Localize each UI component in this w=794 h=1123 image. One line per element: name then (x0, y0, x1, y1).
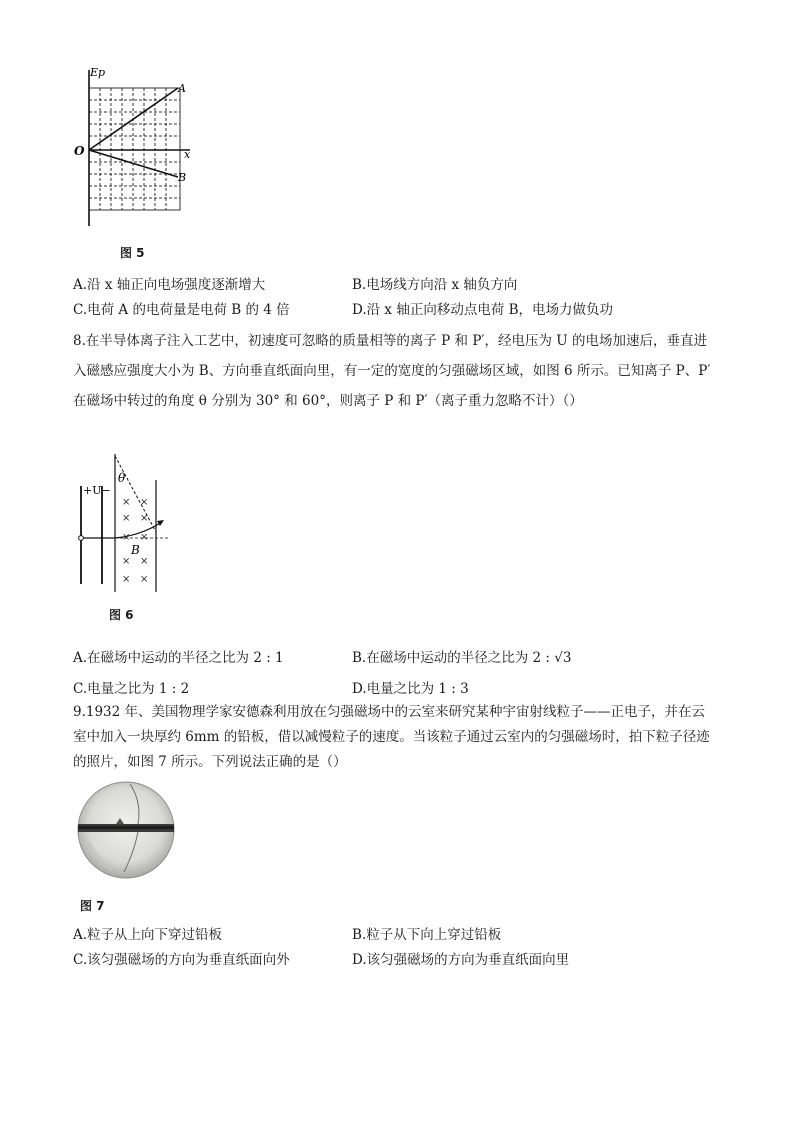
svg-text:×: × (122, 574, 131, 585)
label-b: B (178, 171, 187, 184)
svg-text:×: × (140, 532, 149, 543)
svg-text:×: × (122, 556, 131, 567)
figure-7-caption: 图 7 (80, 899, 105, 913)
angle-label: θ (118, 471, 126, 485)
figure-5-caption: 图 5 (120, 246, 145, 260)
q9-option-a: A.粒子从上向下穿过铅板 (73, 927, 223, 943)
q8-stem (73, 326, 773, 416)
q8-line-2: 入磁感应强度大小为 B、方向垂直纸面向里，有一定的宽度的匀强磁场区域，如图 6 所示。已知离子 P、P′ (73, 363, 711, 379)
svg-text:×: × (140, 556, 149, 567)
q7-option-c: C.电荷 A 的电荷量是电荷 B 的 4 倍 (73, 302, 290, 318)
svg-text:×: × (122, 497, 131, 508)
q9-option-c: C.该匀强磁场的方向为垂直纸面向外 (73, 952, 290, 968)
q8-line-3: 在磁场中转过的角度 θ 分别为 30° 和 60°，则离子 P 和 P′（离子重力忽略不计）（） (73, 393, 583, 409)
q7-option-a: A.沿 x 轴正向电场强度逐渐增大 (73, 277, 266, 293)
q8-option-c: C.电量之比为 1 : 2 (73, 681, 190, 697)
svg-text:×: × (140, 513, 149, 524)
voltage-label: +U− (83, 484, 111, 497)
q7-option-d: D.沿 x 轴正向移动点电荷 B，电场力做负功 (352, 302, 614, 318)
figure-7-photo (76, 780, 176, 880)
svg-text:×: × (122, 532, 131, 543)
q8-line-1: 8.在半导体离子注入工艺中，初速度可忽略的质量相等的离子 P 和 P′，经电压为 U 的电场加速后，垂直进 (73, 333, 707, 349)
q8-option-b: B.在磁场中运动的半径之比为 2 : √3 (352, 650, 572, 666)
axis-label-x: x (184, 148, 191, 161)
svg-text:×: × (122, 513, 131, 524)
axis-label-ep: Ep (90, 66, 106, 79)
q9-stem (73, 700, 773, 775)
svg-text:×: × (140, 574, 149, 585)
origin-label: O (74, 144, 85, 158)
q9-option-d: D.该匀强磁场的方向为垂直纸面向里 (352, 952, 570, 968)
q7-option-b: B.电场线方向沿 x 轴负方向 (352, 277, 518, 293)
q8-option-a: A.在磁场中运动的半径之比为 2 : 1 (73, 650, 284, 666)
svg-text:×: × (140, 497, 149, 508)
figure-5-graph (70, 62, 200, 232)
q9-option-b: B.粒子从下向上穿过铅板 (352, 927, 502, 943)
q9-line-3: 的照片，如图 7 所示。下列说法正确的是（） (73, 754, 347, 770)
figure-6-caption: 图 6 (109, 608, 134, 622)
q8-option-d: D.电量之比为 1 : 3 (352, 681, 469, 697)
q9-line-2: 室中加入一块厚约 6mm 的铅板，借以减慢粒子的速度。当该粒子通过云室内的匀强磁场时，拍下粒子径迹 (73, 729, 710, 745)
field-label: B (131, 543, 140, 557)
label-a: A (178, 82, 186, 95)
figure-6-diagram (68, 450, 178, 592)
q9-line-1: 9.1932 年、美国物理学家安德森利用放在匀强磁场中的云室来研究某种宇宙射线粒子——正电子，并在云 (73, 704, 706, 720)
